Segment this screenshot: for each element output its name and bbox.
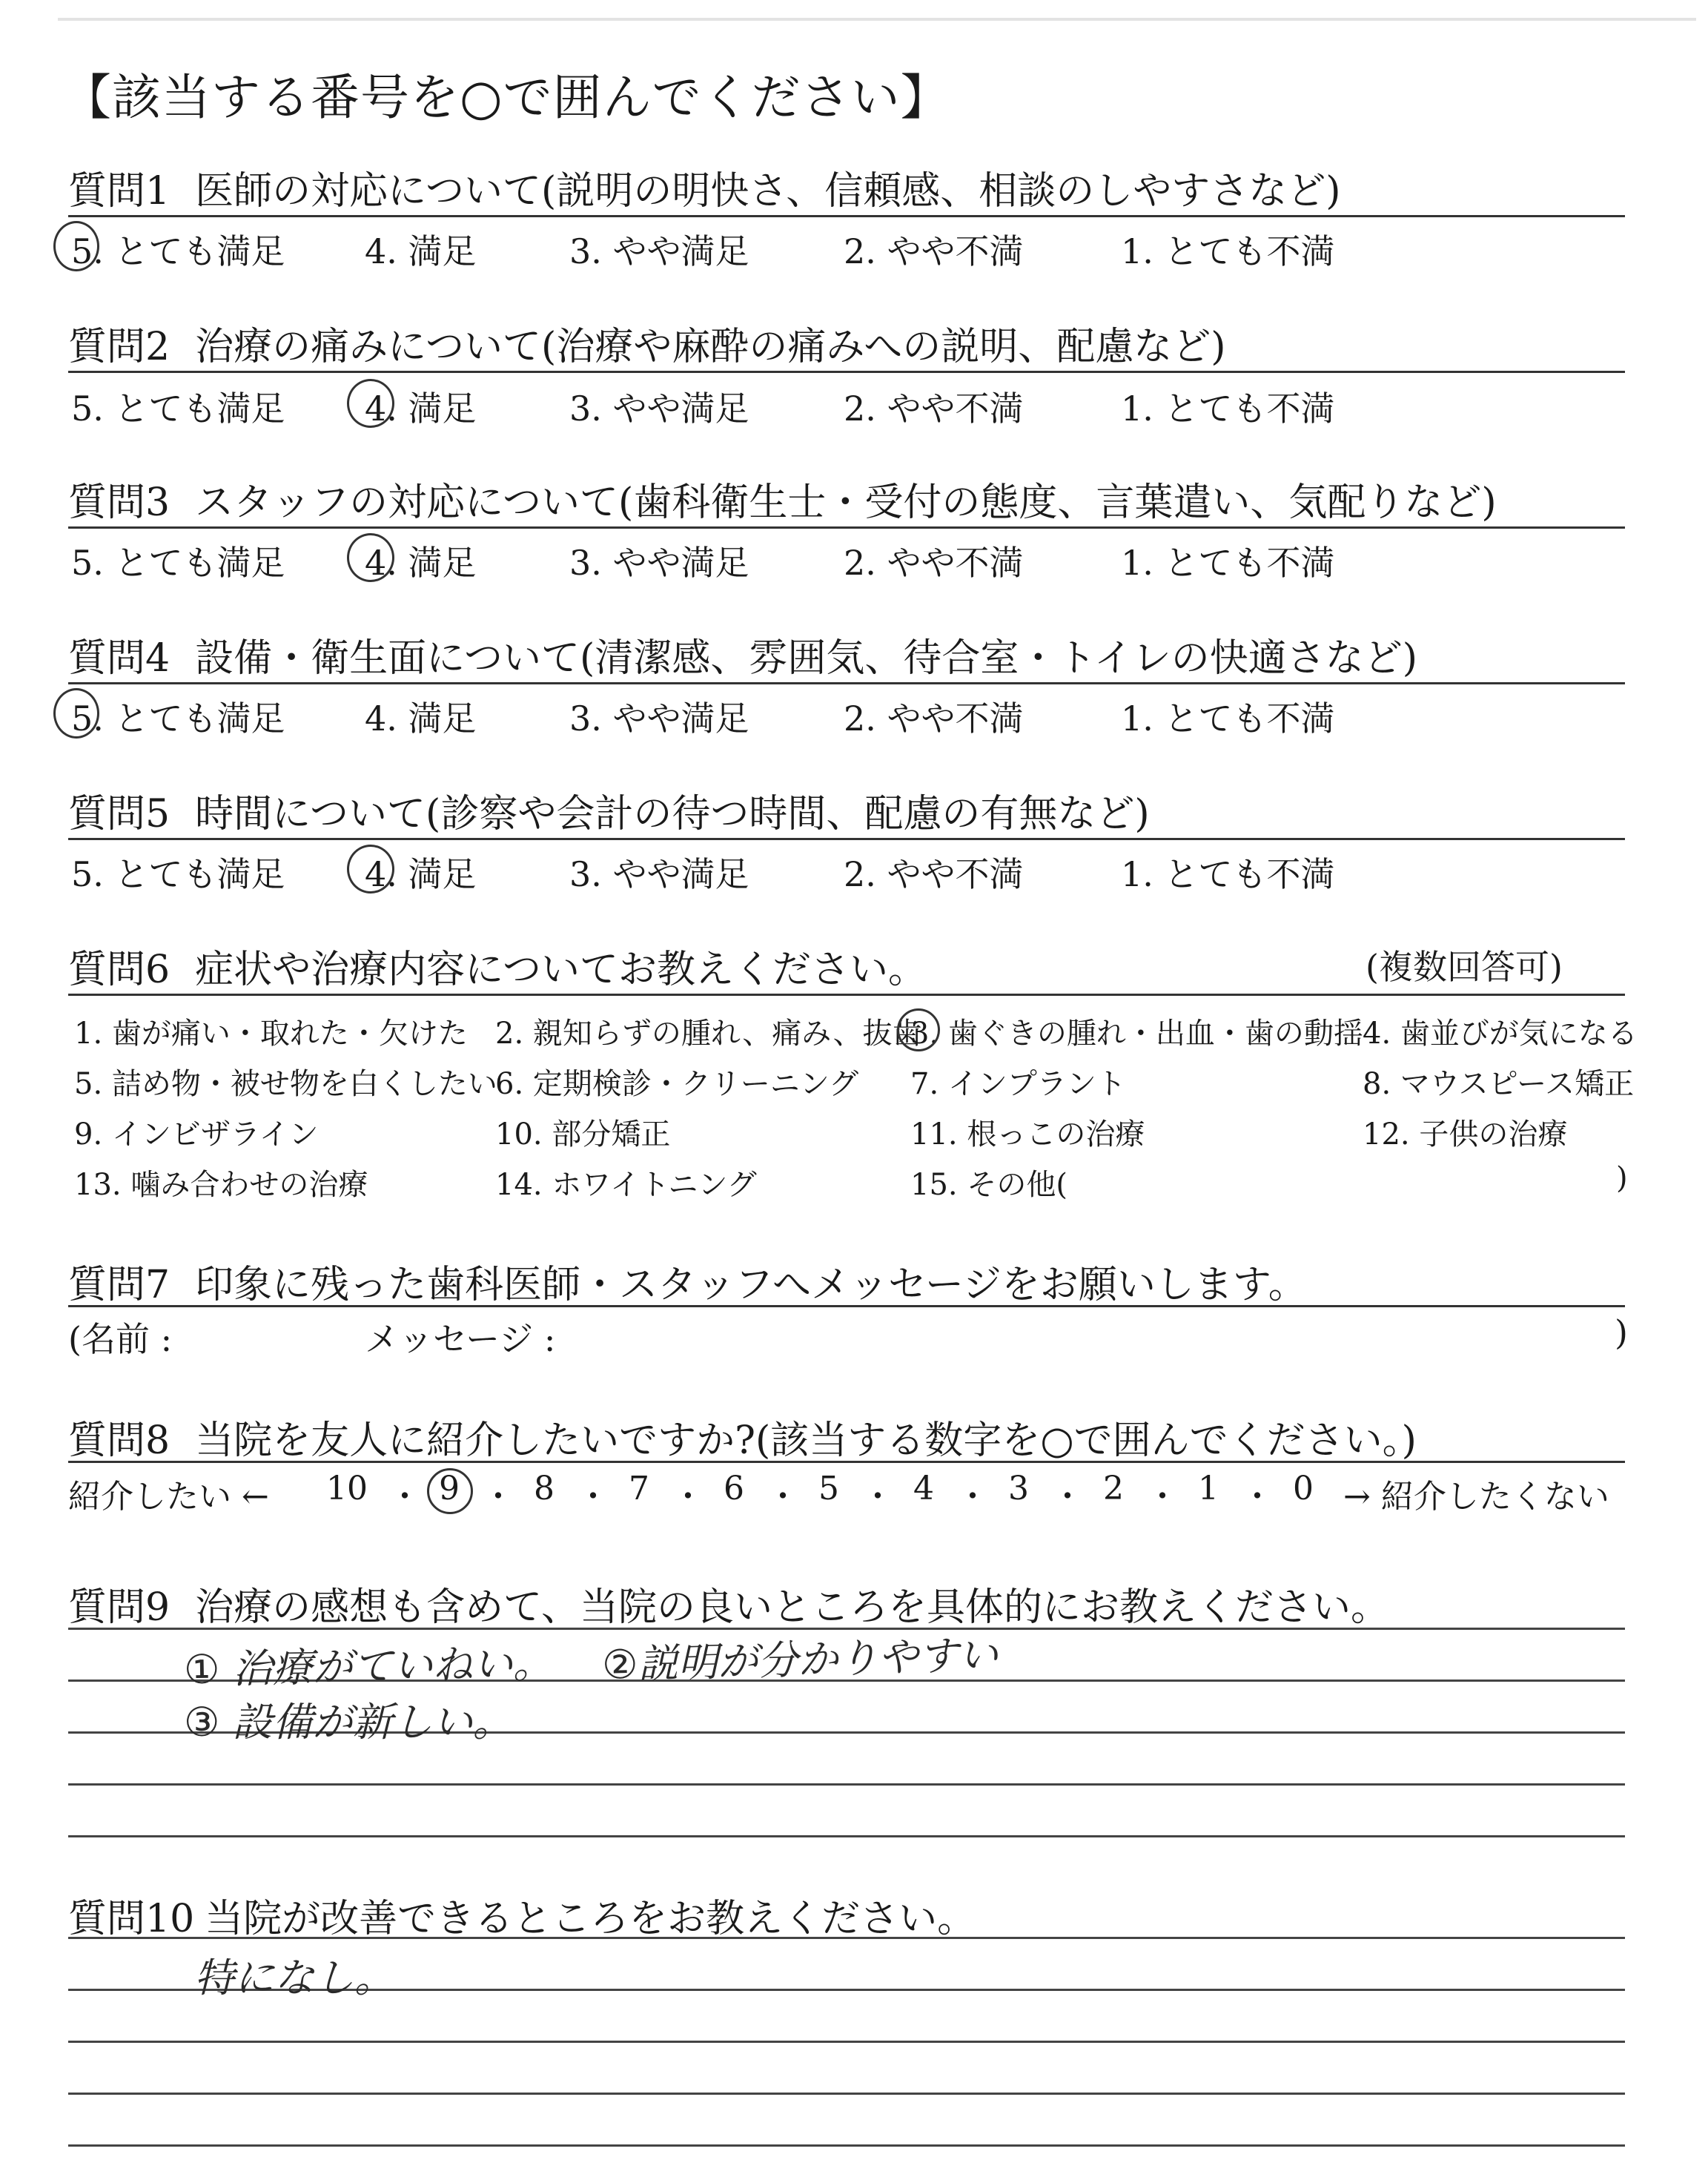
question-heading	[68, 1409, 1417, 1464]
question-divider	[68, 1305, 1625, 1307]
symptom-option-11[interactable]: 11. 根っこの治療	[910, 1117, 1145, 1152]
symptom-option-3[interactable]: 3. 歯ぐきの腫れ・出血・歯の動揺	[910, 1017, 1363, 1051]
question-heading	[68, 782, 1150, 838]
symptom-option-2[interactable]: 2. 親知らずの腫れ、痛み、抜歯	[495, 1017, 922, 1051]
option-3[interactable]: 3. やや満足	[569, 854, 749, 894]
question-text: 時間について(診察や会計の待つ時間、配慮の有無など)	[195, 792, 1150, 836]
answer-line	[68, 1783, 1625, 1786]
selection-circle	[53, 688, 99, 739]
question-text: 当院を友人に紹介したいですか?(該当する数字を○で囲んでください。)	[195, 1418, 1417, 1463]
question-number: 質問6	[68, 948, 171, 992]
selection-circle	[53, 221, 99, 271]
question-text: 当院が改善できるところをお教えください。	[205, 1897, 976, 1941]
question-number: 質問3	[68, 480, 171, 525]
scale-10[interactable]: 10	[326, 1470, 368, 1507]
question-text: 設備・衛生面について(清潔感、雰囲気、待合室・トイレの快適さなど)	[195, 636, 1418, 681]
option-2[interactable]: 2. やや不満	[844, 698, 1024, 739]
question-divider	[68, 838, 1625, 840]
answer-line	[68, 1835, 1625, 1837]
symptom-option-6[interactable]: 6. 定期検診・クリーニング	[495, 1067, 859, 1101]
question-text: 症状や治療内容についてお教えください。	[195, 948, 927, 992]
scale-6[interactable]: 6	[724, 1470, 744, 1507]
answer-line	[68, 1937, 1625, 1939]
option-5[interactable]: 5. とても満足	[71, 543, 285, 583]
scale-separator: ・	[672, 1478, 704, 1516]
option-2[interactable]: 2. やや不満	[844, 854, 1024, 894]
answer-line	[68, 2093, 1625, 2095]
symptom-option-1[interactable]: 1. 歯が痛い・取れた・欠けた	[74, 1017, 468, 1051]
option-3[interactable]: 3. やや満足	[569, 231, 749, 271]
option-2[interactable]: 2. やや不満	[844, 231, 1024, 271]
option-4[interactable]: 4. 満足	[365, 231, 477, 271]
scale-separator: ・	[577, 1478, 609, 1516]
multiple-answer-note: (複数回答可)	[1366, 947, 1563, 987]
question-heading	[68, 938, 927, 994]
answer-line	[68, 2144, 1625, 2147]
scale-separator: ・	[956, 1478, 989, 1516]
question-number: 質問1	[68, 169, 171, 214]
symptom-option-15[interactable]: 15. その他(	[910, 1168, 1068, 1202]
option-1[interactable]: 1. とても不満	[1121, 389, 1335, 429]
question-divider	[68, 682, 1625, 684]
scale-separator: ・	[482, 1478, 514, 1516]
scale-4[interactable]: 4	[913, 1470, 934, 1507]
option-5[interactable]: 5. とても満足	[71, 698, 285, 739]
symptom-option-12[interactable]: 12. 子供の治療	[1363, 1117, 1568, 1152]
question-divider	[68, 994, 1625, 996]
option-2[interactable]: 2. やや不満	[844, 389, 1024, 429]
scale-2[interactable]: 2	[1103, 1470, 1124, 1507]
option-3[interactable]: 3. やや満足	[569, 389, 749, 429]
option-3[interactable]: 3. やや満足	[569, 698, 749, 739]
scale-separator: ・	[1241, 1478, 1274, 1516]
selection-circle	[897, 1008, 940, 1051]
question-heading	[68, 1887, 976, 1943]
scale-7[interactable]: 7	[629, 1470, 649, 1507]
scale-9[interactable]: 9	[439, 1470, 460, 1507]
selection-circle	[347, 533, 394, 582]
handwritten-answer: ②説明が分かりやすい	[601, 1631, 999, 1688]
symptom-option-4[interactable]: 4. 歯並びが気になる	[1363, 1017, 1638, 1051]
scale-3[interactable]: 3	[1008, 1470, 1029, 1507]
scale-separator: ・	[861, 1478, 894, 1516]
option-4[interactable]: 4. 満足	[365, 543, 477, 583]
scale-0[interactable]: 0	[1293, 1470, 1314, 1507]
other-close-paren: )	[1616, 1161, 1628, 1195]
handwritten-answer: ③ 設備が新しい。	[184, 1699, 513, 1745]
option-1[interactable]: 1. とても不満	[1121, 698, 1335, 739]
option-5[interactable]: 5. とても満足	[71, 854, 285, 894]
question-number: 質問7	[68, 1263, 171, 1307]
question-text: スタッフの対応について(歯科衛生士・受付の態度、言葉遣い、気配りなど)	[195, 480, 1497, 525]
scale-separator: ・	[388, 1478, 421, 1516]
scale-separator: ・	[1051, 1478, 1084, 1516]
question-heading	[68, 1253, 1307, 1309]
symptom-option-9[interactable]: 9. インビザライン	[74, 1117, 319, 1152]
message-field-label[interactable]: メッセージ :	[365, 1319, 556, 1359]
question-text: 医師の対応について(説明の明快さ、信頼感、相談のしやすさなど)	[195, 169, 1341, 214]
question-number: 質問10	[68, 1897, 195, 1941]
scale-separator: ・	[767, 1478, 799, 1516]
question-number: 質問8	[68, 1418, 171, 1463]
question-heading	[68, 159, 1341, 215]
selection-circle	[347, 845, 394, 894]
option-1[interactable]: 1. とても不満	[1121, 854, 1335, 894]
scale-1[interactable]: 1	[1198, 1470, 1219, 1507]
question-number: 質問4	[68, 636, 171, 681]
question-number: 質問2	[68, 325, 171, 369]
top-border	[58, 18, 1696, 21]
question-text: 治療の痛みについて(治療や麻酔の痛みへの説明、配慮など)	[195, 325, 1226, 369]
selection-circle	[427, 1468, 473, 1514]
scale-separator: ・	[1146, 1478, 1179, 1516]
question-text: 治療の感想も含めて、当院の良いところを具体的にお教えください。	[195, 1585, 1390, 1630]
option-4[interactable]: 4. 満足	[365, 698, 477, 739]
question-heading	[68, 627, 1417, 682]
message-close-paren: )	[1615, 1312, 1628, 1353]
option-4[interactable]: 4. 満足	[365, 854, 477, 894]
option-3[interactable]: 3. やや満足	[569, 543, 749, 583]
question-text: 印象に残った歯科医師・スタッフへメッセージをお願いします。	[195, 1263, 1307, 1307]
option-2[interactable]: 2. やや不満	[844, 543, 1024, 583]
symptom-option-5[interactable]: 5. 詰め物・被せ物を白くしたい	[74, 1067, 497, 1101]
option-5[interactable]: 5. とても満足	[71, 231, 285, 271]
question-divider	[68, 371, 1625, 373]
recommend-right-label: → 紹介したくない	[1343, 1478, 1609, 1516]
option-1[interactable]: 1. とても不満	[1121, 543, 1335, 583]
question-divider	[68, 526, 1625, 529]
question-number: 質問9	[68, 1585, 171, 1630]
symptom-option-7[interactable]: 7. インプラント	[910, 1067, 1126, 1101]
symptom-option-10[interactable]: 10. 部分矯正	[495, 1117, 671, 1152]
symptom-option-13[interactable]: 13. 噛み合わせの治療	[74, 1168, 368, 1202]
symptom-option-14[interactable]: 14. ホワイトニング	[495, 1168, 757, 1202]
option-1[interactable]: 1. とても不満	[1121, 231, 1335, 271]
question-divider	[68, 215, 1625, 217]
symptom-option-8[interactable]: 8. マウスピース矯正	[1363, 1067, 1635, 1101]
scale-8[interactable]: 8	[534, 1470, 555, 1507]
question-heading	[68, 315, 1226, 371]
question-number: 質問5	[68, 792, 171, 836]
name-field-label[interactable]: (名前 :	[68, 1319, 173, 1359]
scale-5[interactable]: 5	[818, 1470, 839, 1507]
option-4[interactable]: 4. 満足	[365, 389, 477, 429]
question-heading	[68, 471, 1497, 526]
answer-line	[68, 2041, 1625, 2043]
handwritten-answer: ① 治療がていねい。	[183, 1639, 554, 1694]
page-title: 【該当する番号を○で囲んでください】	[62, 69, 950, 126]
question-divider	[68, 1461, 1625, 1463]
handwritten-answer: 特になし。	[194, 1955, 394, 2001]
selection-circle	[347, 379, 394, 428]
recommend-left-label: 紹介したい ←	[68, 1478, 269, 1516]
option-5[interactable]: 5. とても満足	[71, 389, 285, 429]
question-heading	[68, 1576, 1389, 1631]
